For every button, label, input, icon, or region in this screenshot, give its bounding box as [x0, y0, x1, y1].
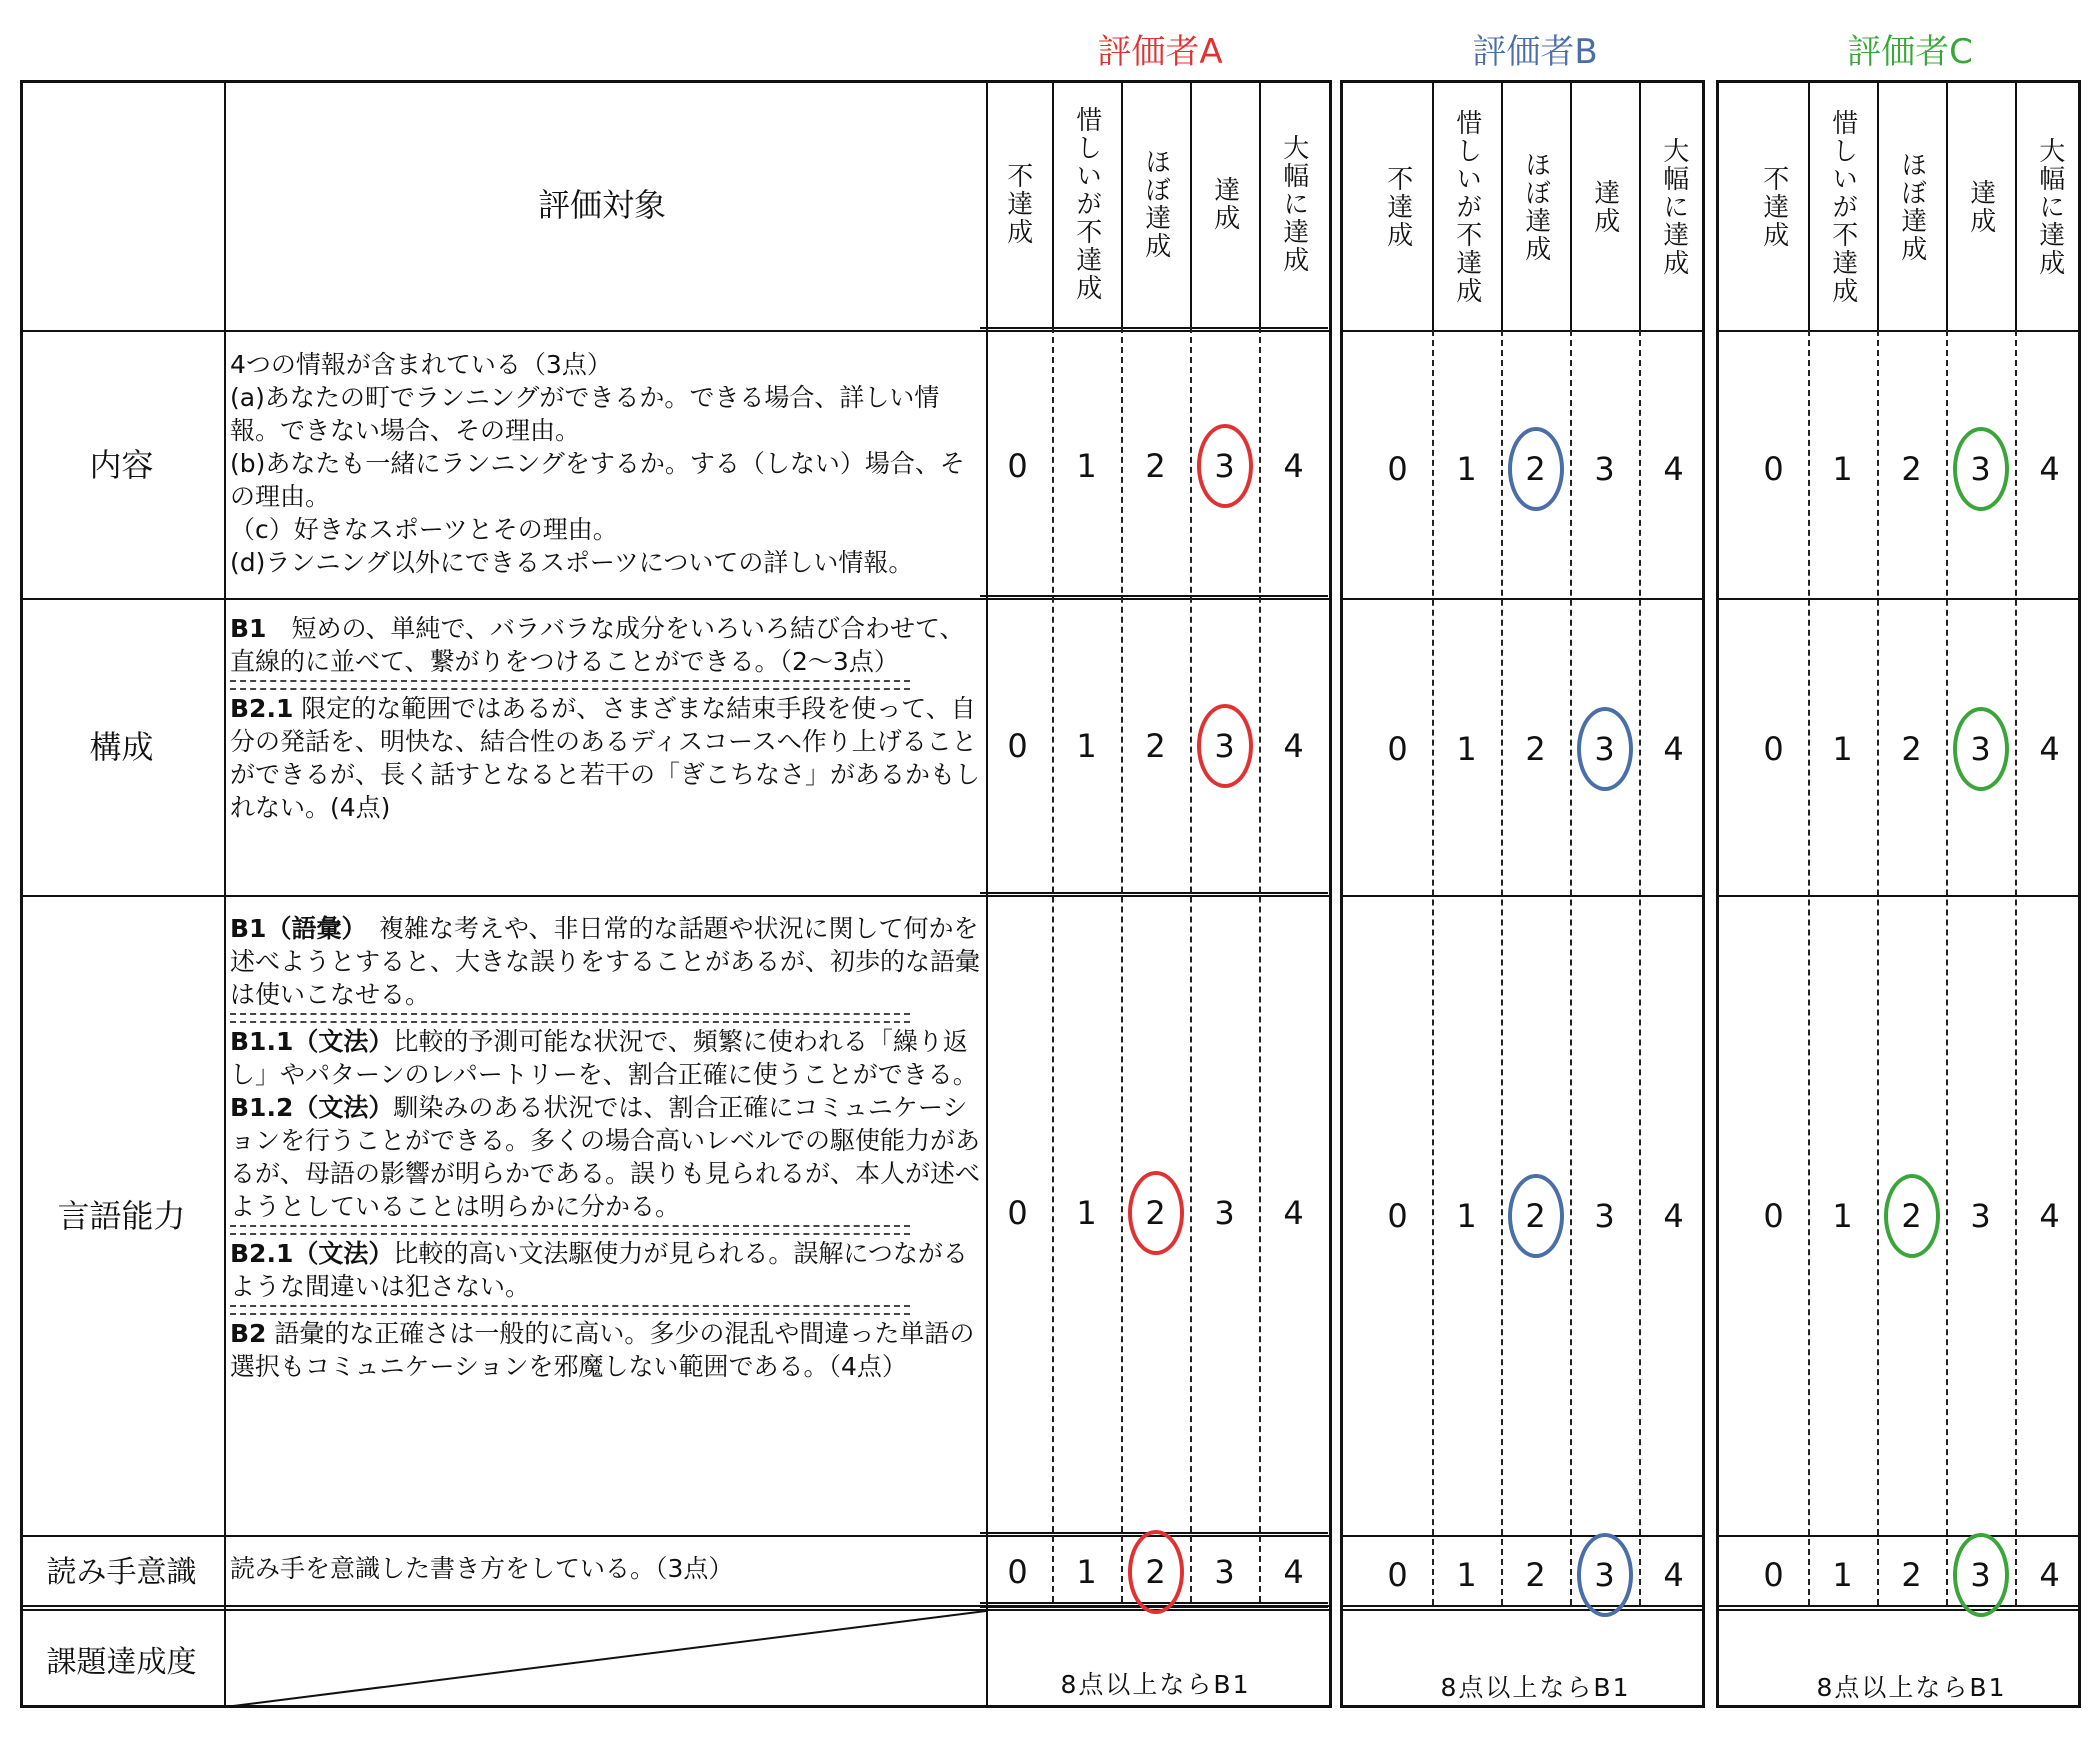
selected-score-circle — [1508, 1174, 1564, 1258]
score-option[interactable]: 4 — [1663, 450, 1684, 488]
level-header — [1808, 83, 1877, 330]
score-option[interactable]: 1 — [1076, 1194, 1097, 1232]
rater-panel — [1716, 80, 2081, 1708]
score-option[interactable]: 3 — [1214, 1194, 1235, 1232]
content-line: (d)ランニング以外にできるスポーツについての詳しい情報。 — [230, 548, 914, 577]
row-divider — [1719, 895, 2078, 897]
category-achievement: 課題達成度 — [46, 1645, 197, 1680]
structure-description — [224, 612, 994, 824]
content-line: (a)あなたの町でランニングができるか。できる場合、詳しい情報。できない場合、その理由。 — [230, 383, 940, 445]
level-header — [1121, 80, 1190, 327]
score-option[interactable]: 2 — [1901, 1197, 1922, 1235]
structure-b1-text: 短めの、単純で、バラバラな成分をいろいろ結び合わせて、直線的に並べて、繋がりをつけることができる。（2～3点） — [230, 614, 965, 676]
row-divider — [1719, 598, 2078, 600]
score-option[interactable]: 3 — [1970, 1556, 1991, 1594]
score-option[interactable]: 2 — [1901, 450, 1922, 488]
column-divider — [1570, 330, 1572, 1605]
score-option[interactable]: 1 — [1076, 727, 1097, 765]
level-header — [1501, 83, 1570, 330]
score-option[interactable]: 2 — [1145, 1553, 1166, 1591]
score-option[interactable]: 2 — [1525, 450, 1546, 488]
score-option[interactable]: 0 — [1387, 450, 1408, 488]
selected-score-circle — [1508, 427, 1564, 511]
score-option[interactable]: 0 — [1387, 730, 1408, 768]
rater-b-title: 評価者B — [1472, 32, 1598, 72]
row-divider — [1719, 1535, 2078, 1537]
row-divider — [980, 327, 1328, 329]
score-option[interactable]: 3 — [1970, 730, 1991, 768]
achievement-note: 8点以上ならB1 — [1816, 1673, 2007, 1702]
row-divider — [980, 595, 1328, 597]
level-header — [1259, 80, 1328, 327]
score-option[interactable]: 4 — [2039, 730, 2060, 768]
rater-c-title: 評価者C — [1847, 32, 1973, 72]
score-option[interactable]: 2 — [1145, 447, 1166, 485]
row-divider — [1719, 330, 2078, 332]
level-label: 不達成 — [1758, 164, 1789, 249]
language-p3-text: 馴染みのある状況では、割合正確にコミュニケーションを行うことができる。多くの場合高いレベルでの駆使能力があるが、母語の影響が明らかである。誤りも見られるが、本人が述べようとしていることは明らかに分かる。 — [230, 1093, 981, 1221]
language-p1-text: 複雑な考えや、非日常的な話題や状況に関して何かを述べようとすると、大きな誤りをすることがあるが、初歩的な語彙は使いこなせる。 — [230, 914, 981, 1009]
score-option[interactable]: 3 — [1214, 727, 1235, 765]
divider — [230, 1305, 910, 1315]
level-header — [1363, 83, 1432, 330]
category-structure: 構成 — [89, 728, 154, 766]
row-divider — [1343, 895, 1702, 897]
level-label: ほぼ達成 — [1140, 147, 1171, 260]
row-divider — [980, 892, 1328, 894]
score-option[interactable]: 0 — [1763, 1556, 1784, 1594]
achievement-note: 8点以上ならB1 — [1440, 1673, 1631, 1702]
level-label: 不達成 — [1382, 164, 1413, 249]
level-label: 達成 — [1209, 175, 1240, 232]
column-divider — [2015, 330, 2017, 1605]
score-option[interactable]: 2 — [1145, 1194, 1166, 1232]
content-line: 4つの情報が含まれている（3点） — [230, 350, 612, 379]
selected-score-circle — [1953, 427, 2009, 511]
reader-description: 読み手を意識した書き方をしている。（3点） — [230, 1554, 734, 1583]
selected-score-circle — [1884, 1174, 1940, 1258]
score-option[interactable]: 1 — [1076, 1553, 1097, 1591]
selected-score-circle — [1197, 424, 1253, 508]
row-divider — [1343, 330, 1702, 332]
row-divider — [1343, 598, 1702, 600]
level-label: 惜しいが不達成 — [1451, 108, 1482, 305]
score-option[interactable]: 3 — [1594, 730, 1615, 768]
score-option[interactable]: 0 — [1007, 727, 1028, 765]
score-option[interactable]: 1 — [1456, 450, 1477, 488]
structure-b21-label: B2.1 — [230, 694, 294, 723]
score-option[interactable]: 1 — [1456, 1197, 1477, 1235]
language-p2-label: B1.1（文法） — [230, 1027, 394, 1056]
language-p5-label: B2 — [230, 1319, 267, 1348]
level-label: 大幅に達成 — [1658, 136, 1689, 277]
row-divider — [1719, 1605, 2078, 1611]
divider — [230, 1013, 910, 1023]
score-option[interactable]: 1 — [1832, 1197, 1853, 1235]
score-option[interactable]: 2 — [1901, 730, 1922, 768]
language-p5-text: 語彙的な正確さは一般的に高い。多少の混乱や間違った単語の選択もコミュニケーションを邪魔しない範囲である。（4点） — [230, 1319, 975, 1381]
level-header — [1052, 80, 1121, 327]
column-divider — [1190, 327, 1192, 1602]
score-option[interactable]: 4 — [2039, 1197, 2060, 1235]
rater-panel — [1340, 80, 1705, 1708]
content-line: (b)あなたも一緒にランニングをするか。する（しない）場合、その理由。 — [230, 449, 965, 511]
score-option[interactable]: 2 — [1525, 1556, 1546, 1594]
selected-score-circle — [1577, 1533, 1633, 1617]
level-label: 達成 — [1589, 178, 1620, 235]
score-option[interactable]: 0 — [1763, 450, 1784, 488]
score-option[interactable]: 4 — [1663, 1197, 1684, 1235]
score-option[interactable]: 1 — [1832, 450, 1853, 488]
divider — [230, 680, 910, 690]
score-option[interactable]: 4 — [1663, 730, 1684, 768]
score-option[interactable]: 4 — [1663, 1556, 1684, 1594]
score-option[interactable]: 3 — [1594, 1556, 1615, 1594]
score-option[interactable]: 3 — [1970, 1197, 1991, 1235]
diagonal-line — [225, 1611, 986, 1707]
category-content: 内容 — [89, 446, 154, 484]
level-header — [983, 80, 1052, 327]
score-option[interactable]: 3 — [1594, 450, 1615, 488]
level-label: 惜しいが不達成 — [1827, 108, 1858, 305]
category-language: 言語能力 — [57, 1196, 186, 1235]
language-p3-label: B1.2（文法） — [230, 1093, 394, 1122]
level-header — [1570, 83, 1639, 330]
score-option[interactable]: 4 — [2039, 450, 2060, 488]
level-label: 惜しいが不達成 — [1071, 105, 1102, 302]
rater-panel — [980, 80, 1328, 1708]
score-option[interactable]: 3 — [1214, 1553, 1235, 1591]
level-header — [1639, 83, 1708, 330]
score-option[interactable]: 1 — [1832, 730, 1853, 768]
level-header — [1432, 83, 1501, 330]
score-option[interactable]: 1 — [1456, 1556, 1477, 1594]
level-header — [2015, 83, 2084, 330]
row-divider — [1343, 1535, 1702, 1537]
structure-b21-text: 限定的な範囲ではあるが、さまざまな結束手段を使って、自分の発話を、明快な、結合性のあるディスコースへ作り上げることができるが、長く話すとなると若干の「ぎこちなさ」があるかもしれない。(4点) — [230, 694, 981, 822]
score-option[interactable]: 4 — [1283, 1194, 1304, 1232]
level-label: 大幅に達成 — [1278, 133, 1309, 274]
level-label: 大幅に達成 — [2034, 136, 2065, 277]
selected-score-circle — [1197, 704, 1253, 788]
score-option[interactable]: 2 — [1525, 730, 1546, 768]
level-label: 達成 — [1965, 178, 1996, 235]
language-p2-text: 比較的予測可能な状況で、頻繁に使われる「繰り返し」やパターンのレパートリーを、割合正確に使うことができる。 — [230, 1027, 978, 1089]
score-option[interactable]: 0 — [1007, 1553, 1028, 1591]
column-divider — [1501, 330, 1503, 1605]
score-option[interactable]: 4 — [1283, 727, 1304, 765]
column-divider — [1946, 330, 1948, 1605]
column-divider — [1639, 330, 1641, 1605]
level-label: ほぼ達成 — [1896, 150, 1927, 263]
score-option[interactable]: 0 — [1007, 447, 1028, 485]
score-option[interactable]: 0 — [1007, 1194, 1028, 1232]
target-header: 評価対象 — [537, 186, 666, 224]
language-description — [224, 912, 994, 1383]
rater-a-title: 評価者A — [1097, 32, 1223, 72]
level-header — [1739, 83, 1808, 330]
column-divider — [1121, 327, 1123, 1602]
score-option[interactable]: 0 — [1387, 1197, 1408, 1235]
selected-score-circle — [1128, 1530, 1184, 1614]
level-header — [1190, 80, 1259, 327]
score-option[interactable]: 0 — [1387, 1556, 1408, 1594]
score-option[interactable]: 1 — [1456, 730, 1477, 768]
level-label: ほぼ達成 — [1520, 150, 1551, 263]
language-p4-text: 比較的高い文法駆使力が見られる。誤解につながるような間違いは犯さない。 — [230, 1239, 968, 1301]
column-divider — [1052, 327, 1054, 1602]
selected-score-circle — [1953, 1533, 2009, 1617]
row-divider — [1343, 1605, 1702, 1611]
selected-score-circle — [1577, 707, 1633, 791]
content-line: （c）好きなスポーツとその理由。 — [230, 515, 618, 544]
category-reader: 読み手意識 — [46, 1554, 197, 1590]
column-divider — [1808, 330, 1810, 1605]
column-divider — [1432, 330, 1434, 1605]
structure-b1-label: B1 — [230, 614, 267, 643]
level-label: 不達成 — [1002, 161, 1033, 246]
language-p4-label: B2.1（文法） — [230, 1239, 394, 1268]
score-option[interactable]: 2 — [1525, 1197, 1546, 1235]
content-description — [224, 348, 994, 579]
score-option[interactable]: 4 — [2039, 1556, 2060, 1594]
score-option[interactable]: 3 — [1214, 447, 1235, 485]
language-p1-label: B1（語彙） — [230, 914, 354, 943]
score-option[interactable]: 2 — [1145, 727, 1166, 765]
score-option[interactable]: 3 — [1594, 1197, 1615, 1235]
column-divider — [1877, 330, 1879, 1605]
level-header — [1946, 83, 2015, 330]
score-option[interactable]: 4 — [1283, 1553, 1304, 1591]
score-option[interactable]: 4 — [1283, 447, 1304, 485]
score-option[interactable]: 1 — [1832, 1556, 1853, 1594]
score-option[interactable]: 2 — [1901, 1556, 1922, 1594]
column-divider — [1259, 327, 1261, 1602]
selected-score-circle — [1128, 1171, 1184, 1255]
selected-score-circle — [1953, 707, 2009, 791]
score-option[interactable]: 3 — [1970, 450, 1991, 488]
achievement-note: 8点以上ならB1 — [1060, 1670, 1251, 1699]
level-header — [1877, 83, 1946, 330]
divider — [230, 1225, 910, 1235]
score-option[interactable]: 1 — [1076, 447, 1097, 485]
score-option[interactable]: 0 — [1763, 730, 1784, 768]
score-option[interactable]: 0 — [1763, 1197, 1784, 1235]
